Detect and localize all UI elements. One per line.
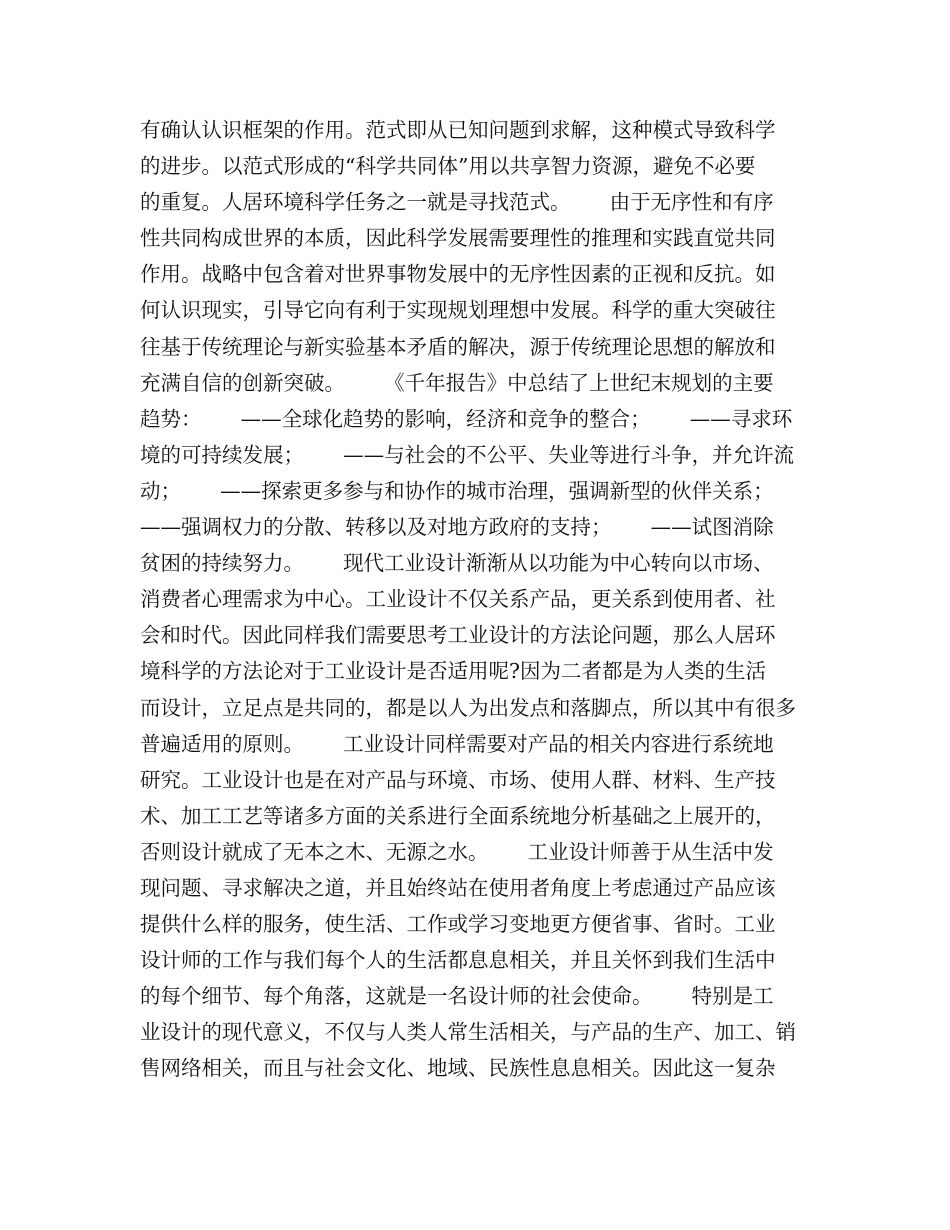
- text-line: 境科学的方法论对于工业设计是否适用呢?因为二者都是为人类的生活: [140, 659, 766, 684]
- text-line: 设计师的工作与我们每个人的生活都息息相关，并且关怀到我们生活中: [140, 948, 776, 973]
- text-line: 消费者心理需求为中心。工业设计不仅关系产品，更关系到使用者、社: [140, 587, 776, 612]
- text-line: 性共同构成世界的本质，因此科学发展需要理性的推理和实践直觉共同: [140, 226, 776, 251]
- text-line: ——强调权力的分散、转移以及对地方政府的支持； ——试图消除: [140, 515, 774, 540]
- text-line: 往基于传统理论与新实验基本矛盾的解决，源于传统理论思想的解放和: [140, 334, 776, 359]
- text-line: 而设计，立足点是共同的，都是以人为出发点和落脚点，所以其中有很多: [140, 695, 796, 720]
- text-line: 何认识现实，引导它向有利于实现规划理想中发展。科学的重大突破往: [140, 298, 776, 323]
- text-line: 提供什么样的服务，使生活、工作或学习变地更方便省事、省时。工业: [140, 912, 776, 937]
- body-text: [140, 112, 812, 1087]
- text-line: 现问题、寻求解决之道，并且始终站在使用者角度上考虑通过产品应该: [140, 875, 776, 900]
- text-line: 的重复。人居环境科学任务之一就是寻找范式。 由于无序性和有序: [140, 190, 774, 215]
- text-line: 的每个细节、每个角落，这就是一名设计师的社会使命。 特别是工: [140, 984, 774, 1009]
- text-line: 售网络相关，而且与社会文化、地域、民族性息息相关。因此这一复杂: [140, 1056, 776, 1081]
- text-line: 贫困的持续努力。 现代工业设计渐渐从以功能为中心转向以市场、: [140, 551, 774, 576]
- text-line: 动； ——探索更多参与和协作的城市治理，强调新型的伙伴关系；: [140, 478, 774, 503]
- text-line: 境的可持续发展； ——与社会的不公平、失业等进行斗争，并允许流: [140, 442, 795, 467]
- text-line: 的进步。以范式形成的“科学共同体”用以共享智力资源，避免不必要: [140, 154, 756, 179]
- text-line: 趋势： ——全球化趋势的影响，经济和竞争的整合； ——寻求环: [140, 406, 793, 431]
- text-line: 作用。战略中包含着对世界事物发展中的无序性因素的正视和反抗。如: [140, 262, 776, 287]
- text-line: 研究。工业设计也是在对产品与环境、市场、使用人群、材料、生产技: [140, 767, 776, 792]
- text-line: 充满自信的创新突破。 《千年报告》中总结了上世纪末规划的主要: [140, 370, 774, 395]
- text-line: 否则设计就成了无本之木、无源之水。 工业设计师善于从生活中发: [140, 839, 774, 864]
- text-line: 普遍适用的原则。 工业设计同样需要对产品的相关内容进行系统地: [140, 731, 774, 756]
- text-line: 术、加工工艺等诸多方面的关系进行全面系统地分析基础之上展开的，: [140, 803, 776, 828]
- text-line: 业设计的现代意义，不仅与人类人常生活相关，与产品的生产、加工、销: [140, 1020, 796, 1045]
- text-line: 有确认认识框架的作用。范式即从已知问题到求解，这种模式导致科学: [140, 118, 776, 142]
- text-line: 会和时代。因此同样我们需要思考工业设计的方法论问题，那么人居环: [140, 623, 776, 648]
